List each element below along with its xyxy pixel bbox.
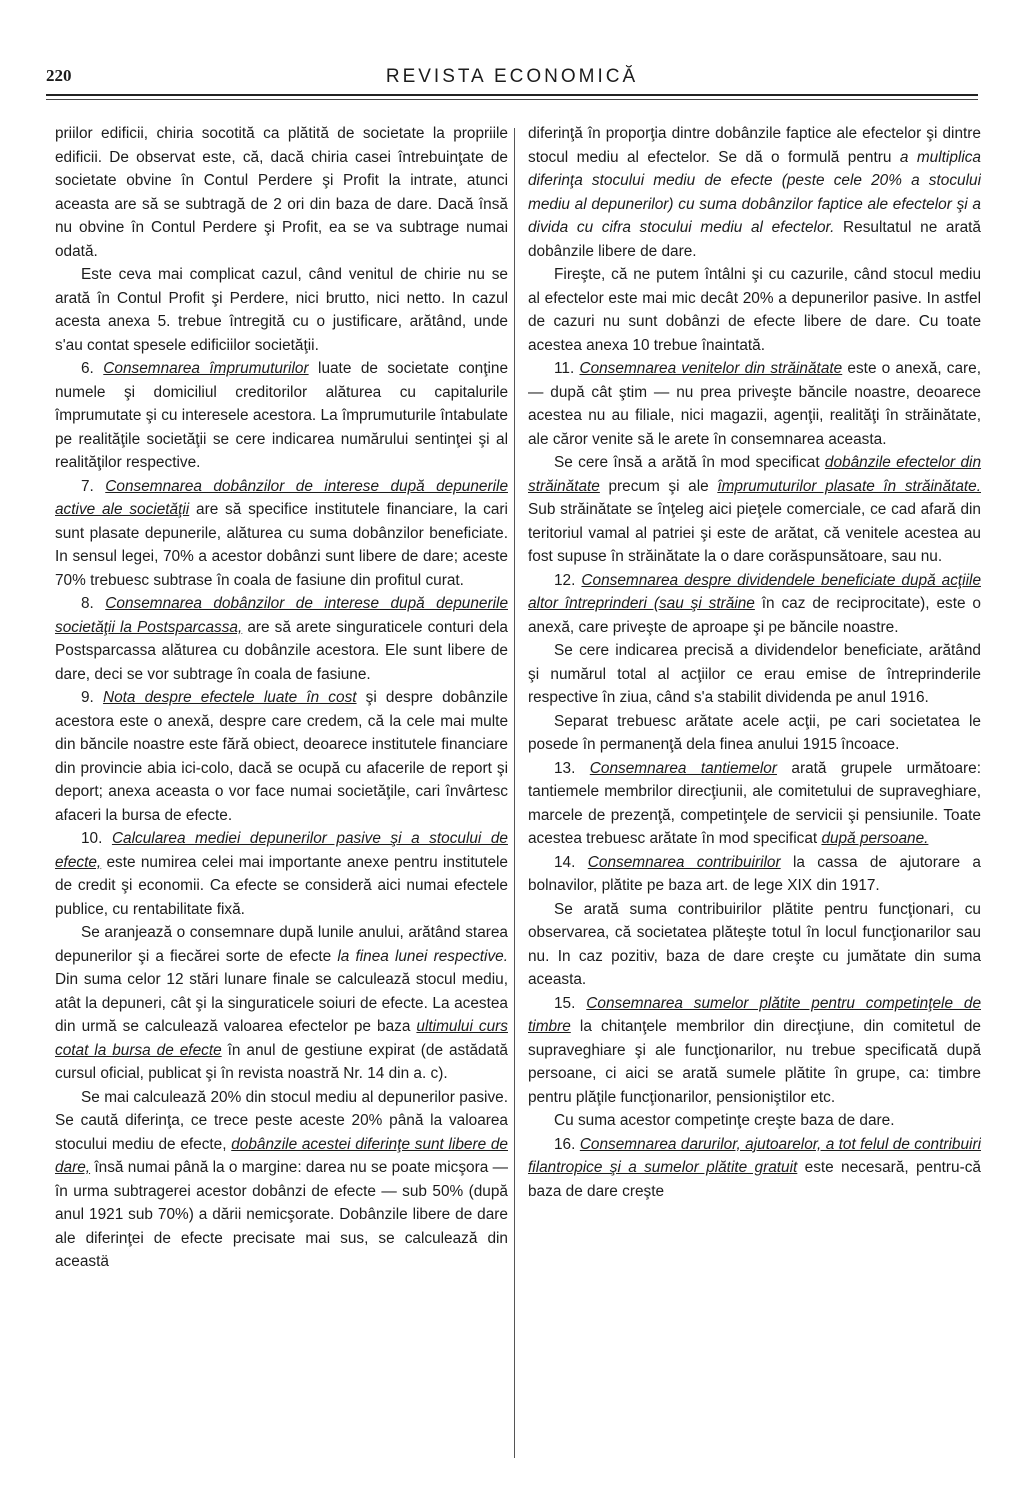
emphasis: împrumuturilor plasate în străinătate. xyxy=(717,477,981,495)
emphasis: dobânzile efectelor din străinătate xyxy=(528,454,981,495)
text-run: în anul de gestiune expirat (de astădată cursul oficial, publicat şi în revista noastră Nr. 14 din a. c). xyxy=(55,1041,508,1082)
left-column xyxy=(55,122,508,1452)
section-text: arată grupele următoare: tantiemele membrilor direcţiunii, ale comitetului de supraveghiare, marcele de prezenţă, competinţele de servicii şi pensiunile. Toate acestea trebuesc arătate în mod specificat xyxy=(528,759,981,847)
text-run: Se cere însă a arătă în mod specificat xyxy=(554,454,825,471)
section-heading: Consemnarea dobânzilor de interese după depunerile societăţii la Postsparcassa, xyxy=(55,595,508,636)
section-text: la chitanţele membrilor din direcţiune, din comitetul de supraveghiare şi ale funcţionarilor, nu trebue specificată după persoane, ci aici se arată sumele plătite în grupe, ca: timbre pentru plăţile funcţionarilor, pensioniştilor etc. xyxy=(528,1018,981,1106)
paragraph: Se cere indicarea precisă a dividendelor beneficiate, arătând şi numărul total al acţiilor ce erau emise de întreprinderile respective în ziua, când s'a stabilit dividenda pe anul 1916. xyxy=(528,642,981,706)
section-heading: Calcularea mediei depunerilor pasive şi a stocului de efecte, xyxy=(55,830,508,871)
text-run: diferinţă în proporţia dintre dobânzile faptice ale efectelor şi dintre stocul mediu al efectelor. Se dă o formulă pentru xyxy=(528,125,981,166)
right-column xyxy=(528,122,981,1452)
paragraph xyxy=(55,1086,508,1274)
section-number: 8. xyxy=(81,595,94,612)
emphasis: ultimului curs cotat la bursa de efecte xyxy=(55,1018,508,1059)
paragraph-section-7 xyxy=(55,475,508,593)
section-number: 12. xyxy=(554,571,576,589)
section-number: 10. xyxy=(81,830,103,847)
text-run: Din suma celor 12 stări lunare finale se calculează stocul mediu, atât la depuneri, cât şi la singuraticele soiuri de efecte. La acestea din urmă se calculează valoarea efectelor pe baza xyxy=(55,971,508,1035)
text-run: Se mai calculează 20% din stocul mediu al depunerilor pasive. Se caută diferinţa, ce trece peste aceste 20% până la valoarea stocului mediu de efecte, xyxy=(55,1088,508,1153)
section-number: 11. xyxy=(554,360,575,377)
column-divider xyxy=(514,128,515,1458)
running-header xyxy=(46,66,978,94)
emphasis: la finea lunei respective. xyxy=(337,947,508,965)
section-text: este numirea celei mai importante anexe pentru institutele de credit şi economii. Ca efecte se consideră aici numai efectele publice, cu rentabilitate fixă. xyxy=(55,853,508,918)
section-heading: Consemnarea dobânzilor de interese după depunerile active ale societăţii xyxy=(55,477,508,518)
header-rule-thin xyxy=(46,99,978,100)
section-heading: Consemnarea darurilor, ajutoarelor, a tot felul de contribuiri filantropice şi a sumelor plătite gratuit xyxy=(528,1135,981,1176)
section-number: 9. xyxy=(81,689,94,706)
paragraph xyxy=(528,451,981,569)
journal-title: REVISTA ECONOMICĂ xyxy=(385,66,639,87)
emphasis: a multiplica diferinţa stocului mediu de efecte (peste cele 20% a stocului mediu al depunerilor) cu suma dobânzilor faptice ale efectelor şi a divida cu cifra stocului mediu al efectelor. xyxy=(528,148,981,236)
paragraph-section-8 xyxy=(55,592,508,686)
paragraph-section-11 xyxy=(528,357,981,451)
section-number: 15. xyxy=(554,994,576,1012)
paragraph: Cu suma acestor competinţe creşte baza de dare. xyxy=(554,1112,895,1129)
section-text: are să arete singuraticele conturi dela Postsparcassa alăturea cu dobânzile acestora. Ele sunt libere de dare, deci se vor subtrage în coala de fasiune. xyxy=(55,618,508,683)
section-text: la cassa de ajutorare a bolnavilor, plătite pe baza art. de lege XIX din 1917. xyxy=(528,853,981,894)
text-run: Se aranjează o consemnare după lunile anului, arătând starea depunerilor şi a fiecărei sorte de efecte xyxy=(55,924,508,965)
section-text: luate de societate conţine numele şi domiciliul creditorilor alăturea cu capitalurile împrumutate şi cu interesele acestora. La împrumuturile întabulate pe realităţile societăţii se cere indicarea numărului sentinţei şi al realităţilor respective. xyxy=(55,360,508,471)
paragraph-section-13 xyxy=(528,757,981,851)
paragraph-section-16 xyxy=(528,1133,981,1204)
section-text: în caz de reciprocitate), este o anexă, care priveşte de aproape şi pe băncile noastre. xyxy=(528,595,981,636)
emphasis: dobânzile acestei diferinţe sunt libere de dare, xyxy=(55,1135,508,1176)
paragraph-section-9 xyxy=(55,686,508,827)
section-heading: Consemnarea împrumuturilor xyxy=(103,360,309,377)
paragraph: priilor edificii, chiria socotită ca plătită de societate la propriile edificii. De observat este, că, dacă chiria casei întrebuinţate de societate obvine în Contul Perdere şi Profit la intrate, atunci aceasta are să se subtragă de 2 ori din baza de dare. Dacă însă nu obvine în Contul Perdere şi Profit, ea se va subtrage numai odată. xyxy=(55,125,508,260)
section-number: 13. xyxy=(554,759,576,777)
paragraph xyxy=(528,122,981,263)
emphasis: după persoane. xyxy=(821,830,929,847)
paragraph-section-10 xyxy=(55,827,508,921)
section-number: 14. xyxy=(554,853,576,871)
paragraph-section-12 xyxy=(528,569,981,640)
text-run: Resultatul ne arată dobânzile libere de dare. xyxy=(528,219,981,260)
text-run: Sub străinătate se înţeleg aici pieţele comerciale, ce cad afară din teritoriul vamal al patriei şi este de arătat, că venitele acestea au fost supuse în străinătate la o dare corăspunsătoare, sau nu. xyxy=(528,501,981,565)
section-heading: Nota despre efectele luate în cost xyxy=(102,689,357,706)
paragraph: Fireşte, că ne putem întâlni şi cu cazurile, când stocul mediu al efectelor este mai mic decât 20% a depunerilor pasive. In astfel de cazuri nu sunt dobânzi de efecte libere de dare. Cu toate acestea anexa 10 trebue înaintată. xyxy=(528,266,981,354)
section-heading: Consemnarea despre dividendele beneficiate după acţiile altor întreprinderi (sau şi străine xyxy=(528,571,981,612)
section-heading: Consemnarea sumelor plătite pentru competinţele de timbre xyxy=(528,994,981,1035)
paragraph: Este ceva mai complicat cazul, când venitul de chirie nu se arată în Contul Profit şi Perdere, nici brutto, nici netto. In cazul acesta anexa 5. trebue întregită cu o justificare, arătând, unde s'au contat spesele edificiilor societăţii. xyxy=(55,266,508,354)
section-number: 7. xyxy=(81,477,94,495)
section-heading: Consemnarea tantiemelor xyxy=(589,759,777,777)
section-text: este o anexă, care, — după cât ştim — nu prea priveşte băncile noastre, deoarece acestea nu au filiale, nici magazii, agenţii, realităţi în străinătate, ale căror venite să le arete în consemnarea aceasta. xyxy=(528,360,981,448)
paragraph: Separat trebuesc arătate acele acţii, pe cari societatea le posede în permanenţă dela finea anului 1915 încoace. xyxy=(528,712,981,753)
page-number: 220 xyxy=(46,66,72,85)
paragraph-section-6 xyxy=(55,357,508,475)
paragraph-section-14 xyxy=(528,851,981,898)
section-text: şi despre dobânzile acestora este o anexă, despre care credem, că la cele mai multe din băncile noastre este fără obiect, deoarece institutele financiare din provincie abia ici-colo, dacă se ocupă cu afacerile de report şi deport; anexa aceasta o vor face numai societăţile, cari învârtesc afaceri la bursa de efecte. xyxy=(55,689,508,824)
section-heading: Consemnarea venitelor din străinătate xyxy=(579,360,843,377)
header-rule-thick xyxy=(46,94,978,96)
text-run: precum şi ale xyxy=(599,477,718,495)
paragraph-section-15 xyxy=(528,992,981,1110)
section-text: are să specifice institutele financiare, la cari sunt plasate depunerile, alăturea cu suma dobânzilor beneficiate. In sensul legei, 70% a acestor dobânzi sunt libere de dare; aceste 70% trebuesc subtrase în coala de fasiune din profitul curat. xyxy=(55,501,508,589)
paragraph: Se arată suma contribuirilor plătite pentru funcţionari, cu observarea, că societatea plăteşte totul în locul funcţionarilor sau nu. In caz pozitiv, baza de dare creşte cu jumătate din suma aceasta. xyxy=(528,900,981,988)
section-heading: Consemnarea contribuirilor xyxy=(587,853,781,871)
paragraph xyxy=(55,921,508,1086)
section-text: este necesară, pentru-că baza de dare creşte xyxy=(528,1159,981,1200)
text-run: însă numai până la o margine: darea nu se poate micşora — în urma subtragerei acestor dobânzi de efecte — sub 50% (după anul 1921 sub 70%) a dării nemicşorate. Dobânzile libere de dare ale diferinţei de efecte precisate mai sus, se calculează din aceastä xyxy=(55,1159,508,1270)
section-number: 16. xyxy=(554,1135,576,1153)
section-number: 6. xyxy=(81,360,94,377)
